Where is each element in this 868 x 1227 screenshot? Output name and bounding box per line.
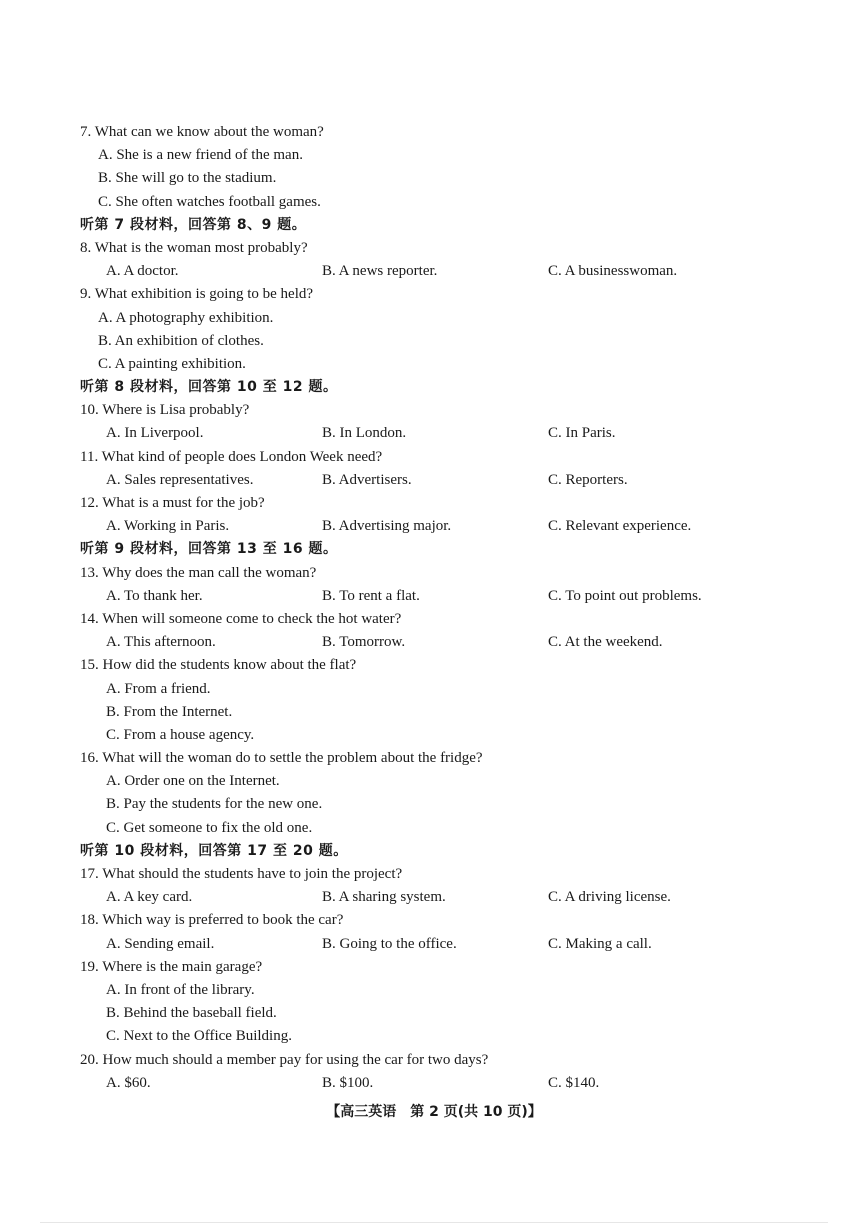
question-text: 17. What should the students have to join the project? [80, 866, 403, 882]
option-row [80, 933, 800, 956]
question-text: 9. What exhibition is going to be held? [80, 286, 314, 303]
question-text: 15. How did the students know about the flat? [80, 657, 357, 674]
page-footer: 【高三英语 第 2 页(共 10 页)】 [326, 1104, 542, 1120]
option-line: A. Order one on the Internet. [106, 773, 280, 790]
option-a: A. Sending email. [106, 935, 215, 952]
option-a: A. A key card. [106, 889, 193, 906]
option-row [80, 515, 800, 538]
option-line: A. A photography exhibition. [98, 309, 274, 326]
bottom-divider [40, 1222, 828, 1223]
question-list [80, 121, 800, 1095]
option-c: C. In Paris. [548, 425, 616, 442]
section-instruction: 听第 8 段材料，回答第 10 至 12 题。 [80, 379, 338, 396]
option-b: B. $100. [322, 1074, 374, 1091]
option-row [80, 469, 800, 492]
option-line: C. Next to the Office Building. [106, 1028, 292, 1045]
option-a: A. This afternoon. [106, 634, 216, 651]
option-line: C. From a house agency. [106, 726, 255, 743]
option-a: A. Working in Paris. [106, 518, 230, 535]
option-b: B. Going to the office. [322, 935, 457, 952]
question-text: 18. Which way is preferred to book the car? [80, 912, 344, 929]
question-text: 14. When will someone come to check the hot water? [80, 610, 402, 627]
option-row [80, 585, 800, 608]
question-text: 12. What is a must for the job? [80, 495, 265, 511]
option-line: B. From the Internet. [106, 703, 233, 720]
question-text: 11. What kind of people does London Week need? [80, 448, 383, 465]
question-text: 7. What can we know about the woman? [80, 124, 324, 140]
option-line: B. Behind the baseball field. [106, 1005, 277, 1022]
question-text: 19. Where is the main garage? [80, 958, 263, 975]
option-c: C. At the weekend. [548, 634, 663, 651]
question-text: 10. Where is Lisa probably? [80, 402, 250, 419]
option-line: C. A painting exhibition. [98, 355, 246, 372]
option-line: C. She often watches football games. [98, 193, 321, 210]
option-b: B. Advertising major. [322, 518, 452, 535]
question-text: 20. How much should a member pay for using the car for two days? [80, 1051, 489, 1068]
section-instruction: 听第 7 段材料，回答第 8、9 题。 [80, 216, 307, 233]
option-c: C. A driving license. [548, 889, 671, 906]
option-line: A. From a friend. [106, 680, 211, 697]
option-row [80, 422, 800, 445]
option-b: B. In London. [322, 425, 407, 442]
option-row [80, 886, 800, 909]
option-c: C. Making a call. [548, 935, 652, 952]
option-a: A. Sales representatives. [106, 471, 254, 488]
section-instruction: 听第 10 段材料，回答第 17 至 20 题。 [80, 842, 348, 859]
question-text: 8. What is the woman most probably? [80, 239, 308, 256]
option-line: A. In front of the library. [106, 981, 255, 998]
option-b: B. Advertisers. [322, 471, 412, 488]
option-line: B. She will go to the stadium. [98, 170, 277, 187]
option-row [80, 260, 800, 283]
option-c: C. Relevant experience. [548, 518, 692, 535]
option-c: C. To point out problems. [548, 587, 702, 604]
option-c: C. $140. [548, 1074, 600, 1091]
option-c: C. Reporters. [548, 471, 628, 488]
option-line: C. Get someone to fix the old one. [106, 819, 313, 836]
question-text: 13. Why does the man call the woman? [80, 564, 317, 581]
option-a: A. $60. [106, 1074, 151, 1091]
section-instruction: 听第 9 段材料，回答第 13 至 16 题。 [80, 541, 338, 558]
option-b: B. A sharing system. [322, 889, 446, 906]
option-b: B. A news reporter. [322, 263, 438, 280]
option-line: A. She is a new friend of the man. [98, 147, 303, 164]
option-c: C. A businesswoman. [548, 263, 678, 280]
option-line: B. An exhibition of clothes. [98, 332, 264, 349]
option-a: A. In Liverpool. [106, 425, 204, 442]
option-b: B. To rent a flat. [322, 587, 420, 604]
option-a: A. A doctor. [106, 263, 179, 280]
option-row [80, 631, 800, 654]
option-row [80, 1072, 800, 1095]
option-b: B. Tomorrow. [322, 634, 406, 651]
question-text: 16. What will the woman do to settle the problem about the fridge? [80, 750, 483, 767]
option-line: B. Pay the students for the new one. [106, 796, 323, 813]
option-a: A. To thank her. [106, 587, 203, 604]
